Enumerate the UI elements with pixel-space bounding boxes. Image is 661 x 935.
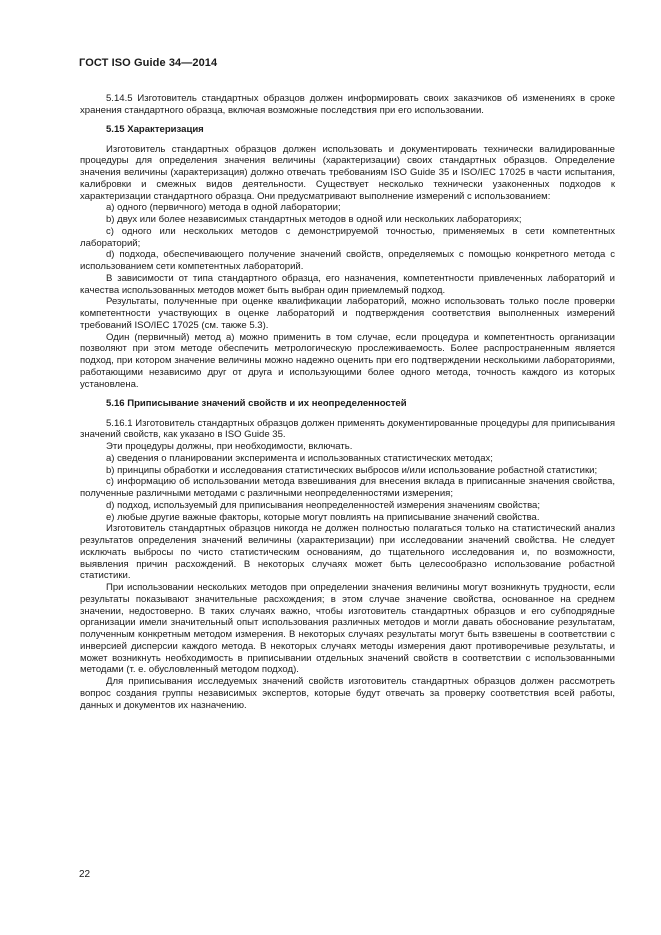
- paragraph: Изготовитель стандартных образцов никогда не должен полностью полагаться только на статистический анализ результатов определения значений величины (характеризации) при исследовании значений свойства. Не следует исключать выбросы по чисто статистическим основаниям, до тщательного исследования и, по возможности, выявления причин расхождений. В некоторых случаях может быть целесообразно использование робастной статистики.: [80, 523, 615, 582]
- list-item-b: b) двух или более независимых стандартных методов в одной или нескольких лабораториях;: [106, 214, 522, 226]
- list-item-d: d) подход, используемый для приписывания неопределенностей измерения значениям свойства;: [106, 499, 541, 511]
- paragraph: Изготовитель стандартных образцов должен использовать и документировать технически валидированные процедуры для определения значения величины (характеризации) своих стандартных образцов. Определение значения величины (характеризация) должно отвечать требованиям ISO Guide 35 и ISO/IEC 17025 в части испытания, калибровки и смежных видов деятельности. Существует несколько технически узаконенных подходов к характеризации стандартного образца. Они предусматривают выполнение измерений с использованием:: [80, 143, 615, 202]
- paragraph: Для приписывания исследуемых значений свойств изготовитель стандартных образцов должен рассмотреть вопрос создания группы независимых экспертов, которые будут отвечать за проверку соответствия всей работы, данных и документов их назначению.: [80, 676, 615, 711]
- list-item-d: d) подхода, обеспечивающего получение значений свойств, определяемых с помощью конкретного метода с использованием сети компетентных лабораторий.: [80, 249, 615, 273]
- list-item-a: a) сведения о планировании эксперимента и использованных статистических методах;: [106, 452, 493, 464]
- paragraph: Результаты, полученные при оценке квалификации лабораторий, можно использовать только после проверки компетентности участвующих в оценке лабораторий и подтверждения соответствия выполненных измерений требований ISO/IEC 17025 (см. также 5.3).: [80, 296, 615, 331]
- list-item-c: c) одного или нескольких методов с демонстрируемой точностью, применяемых в сети компетентных лабораторий;: [80, 225, 615, 249]
- paragraph: Один (первичный) метод a) можно применить в том случае, если процедура и компетентность организации позволяют при этом методе обеспечить метрологическую прослеживаемость. Более распространенным является подход, при котором значение величины можно надежно оценить при его подтверждении несколькими лабораториями, работающими независимо друг от друга и использующими более одного метода, точность каждого из которых установлена.: [80, 331, 615, 390]
- list-item-c: c) информацию об использовании метода взвешивания для внесения вклада в приписанные значения свойства, полученные различными методами с различными неопределенностями измерения;: [80, 476, 615, 499]
- paragraph: При использовании нескольких методов при определении значения величины могут возникнуть трудности, если результаты показывают значительные расхождения; в этом случае значение свойства, основанное на среднем значении, недостоверно. В таких случаях важно, чтобы изготовитель стандартных образцов и его субподрядные организации имели значительный опыт использования различных методов и могли давать обоснование результатам, полученным конкретным методом измерения. В некоторых случаях результаты могут быть взвешены в соответствии с инверсией дисперсии каждого метода. В некоторых случаях методы измерения дают противоречивые результаты, и может возникнуть необходимость в приписывании отдельных значений свойств в соответствии с использованными методами (т. е. обусловленный методом подход).: [80, 582, 615, 676]
- paragraph-5-16-1: 5.16.1 Изготовитель стандартных образцов должен применять документированные процедуры для приписывания значений свойств, как указано в ISO Guide 35.: [80, 417, 615, 441]
- section-heading-5-15: 5.15 Характеризация: [106, 124, 204, 136]
- list-item-e: e) любые другие важные факторы, которые могут повлиять на приписывание значений свойства.: [106, 511, 540, 523]
- paragraph: Эти процедуры должны, при необходимости, включать.: [106, 441, 353, 452]
- document-body: [80, 93, 615, 711]
- section-heading-5-16: 5.16 Приписывание значений свойств и их неопределенностей: [106, 398, 407, 410]
- list-item-a: a) одного (первичного) метода в одной лаборатории;: [106, 202, 341, 214]
- paragraph: В зависимости от типа стандартного образца, его назначения, компетентности привлеченных лабораторий и качества использованных методов может быть выбран один приемлемый подход.: [80, 272, 615, 296]
- paragraph-5-14-5: 5.14.5 Изготовитель стандартных образцов должен информировать своих заказчиков об изменениях в сроке хранения стандартного образца, включая возможные последствия при его использовании.: [80, 93, 615, 116]
- page-number: 22: [79, 869, 91, 880]
- document-header: ГОСТ ISO Guide 34—2014: [79, 57, 218, 69]
- list-item-b: b) принципы обработки и исследования статистических выбросов и/или использование робастной статистики;: [106, 464, 598, 476]
